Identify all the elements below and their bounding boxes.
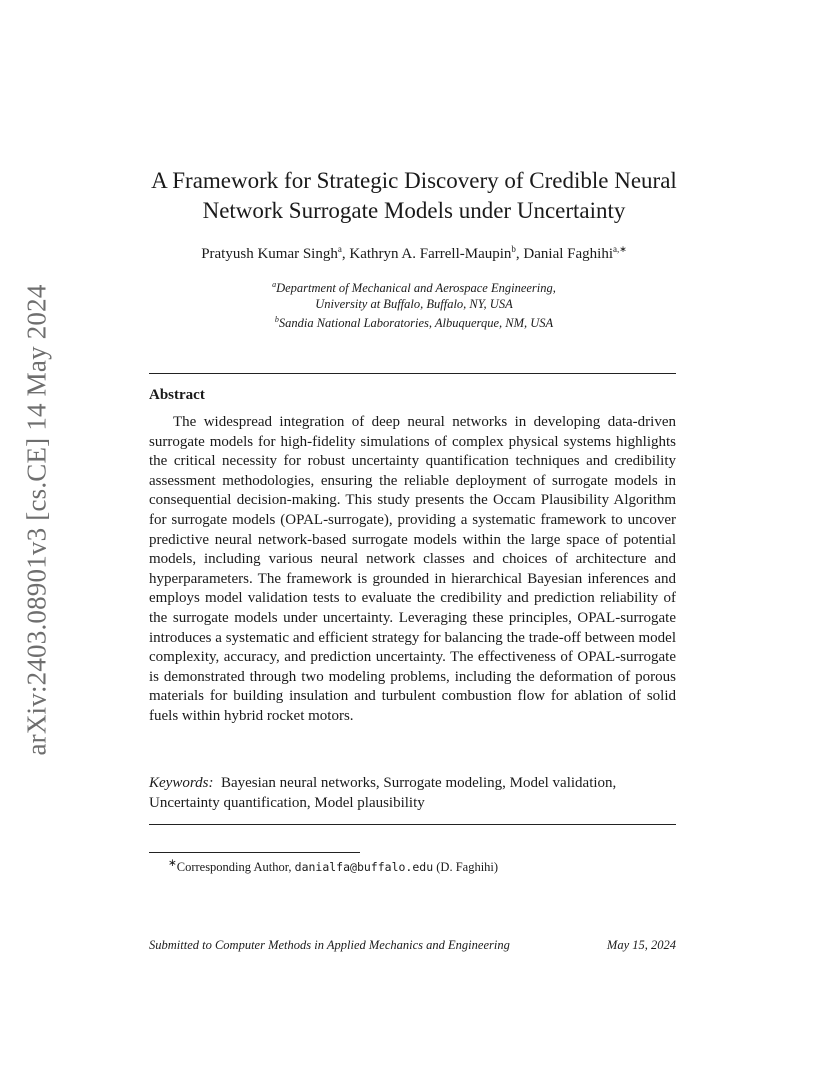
divider-bottom	[149, 824, 676, 825]
footnote-suffix: (D. Faghihi)	[433, 860, 499, 875]
footnote-divider	[149, 852, 360, 853]
footnote	[168, 857, 498, 875]
paper-title	[100, 166, 728, 226]
affiliation-b	[100, 312, 728, 331]
author-name: Danial Faghihi	[523, 246, 613, 262]
affiliation-mark: a	[272, 280, 277, 289]
divider-top	[149, 373, 676, 374]
keywords	[149, 774, 676, 813]
author-name: Kathryn A. Farrell-Maupin	[349, 246, 512, 262]
author-mark: a	[337, 244, 342, 254]
author-email-link[interactable]: danialfa@buffalo.edu	[294, 860, 434, 875]
keywords-text: Bayesian neural networks, Surrogate modeling, Model validation, Uncertainty quantification, Model plausibility	[149, 775, 617, 811]
author-name: Pratyush Kumar Singh	[201, 246, 338, 262]
keywords-label: Keywords:	[149, 775, 214, 791]
affiliation-a	[100, 277, 728, 296]
author-mark: b	[511, 244, 516, 254]
affiliation-mark: b	[274, 315, 279, 325]
title-line-2: Network Surrogate Models under Uncertainty	[202, 198, 626, 223]
affiliations	[100, 277, 728, 331]
abstract-body: The widespread integration of deep neural networks in developing data-driven surrogate models for high-fidelity simulations of complex physical systems highlights the critical necessity for robust uncertainty quantification techniques and credibility assessment methodologies, ensuring the reliable deployment of surrogate models in consequential decision-making. This study presents the Occam Plausibility Algorithm for surrogate models (OPAL-surrogate), providing a systematic framework to uncover predictive neural network-based surrogate models within the large space of potential models, including various neural network classes and choices of architecture and hyperparameters. The framework is grounded in hierarchical Bayesian inferences and employs model validation tests to evaluate the credibility and prediction reliability of the surrogate models under uncertainty. Leveraging these principles, OPAL-surrogate introduces a systematic and efficient strategy for balancing the trade-off between model complexity, accuracy, and prediction uncertainty. The effectiveness of OPAL-surrogate is demonstrated through two modeling problems, including the deformation of porous materials for building insulation and turbulent combustion flow for ablation of solid fuels within hybrid rocket motors.	[149, 414, 676, 724]
footnote-mark: ∗	[168, 858, 177, 869]
author-list: Pratyush Kumar Singh$^a$, Kathryn A. Farrell-Maupin$^b$, Danial Faghihi$^{a,∗}$	[201, 244, 627, 262]
affiliation-text: Sandia National Laboratories, Albuquerque, NM, USA	[278, 316, 554, 331]
affiliation-text: Department of Mechanical and Aerospace Engineering,	[276, 281, 556, 296]
author-mark: a,∗	[613, 244, 627, 254]
journal-note: Submitted to Computer Methods in Applied Mechanics and Engineering	[149, 938, 510, 952]
abstract-heading: Abstract	[149, 387, 205, 403]
submission-date: May 15, 2024	[606, 938, 676, 952]
footnote-prefix: Corresponding Author,	[176, 860, 295, 875]
arxiv-id: arXiv:2403.08901v3 [cs.CE] 14 May 2024	[21, 284, 52, 756]
affiliation-a-line2: University at Buffalo, Buffalo, NY, USA	[315, 297, 513, 312]
title-line-1: A Framework for Strategic Discovery of Credible Neural	[151, 168, 677, 193]
